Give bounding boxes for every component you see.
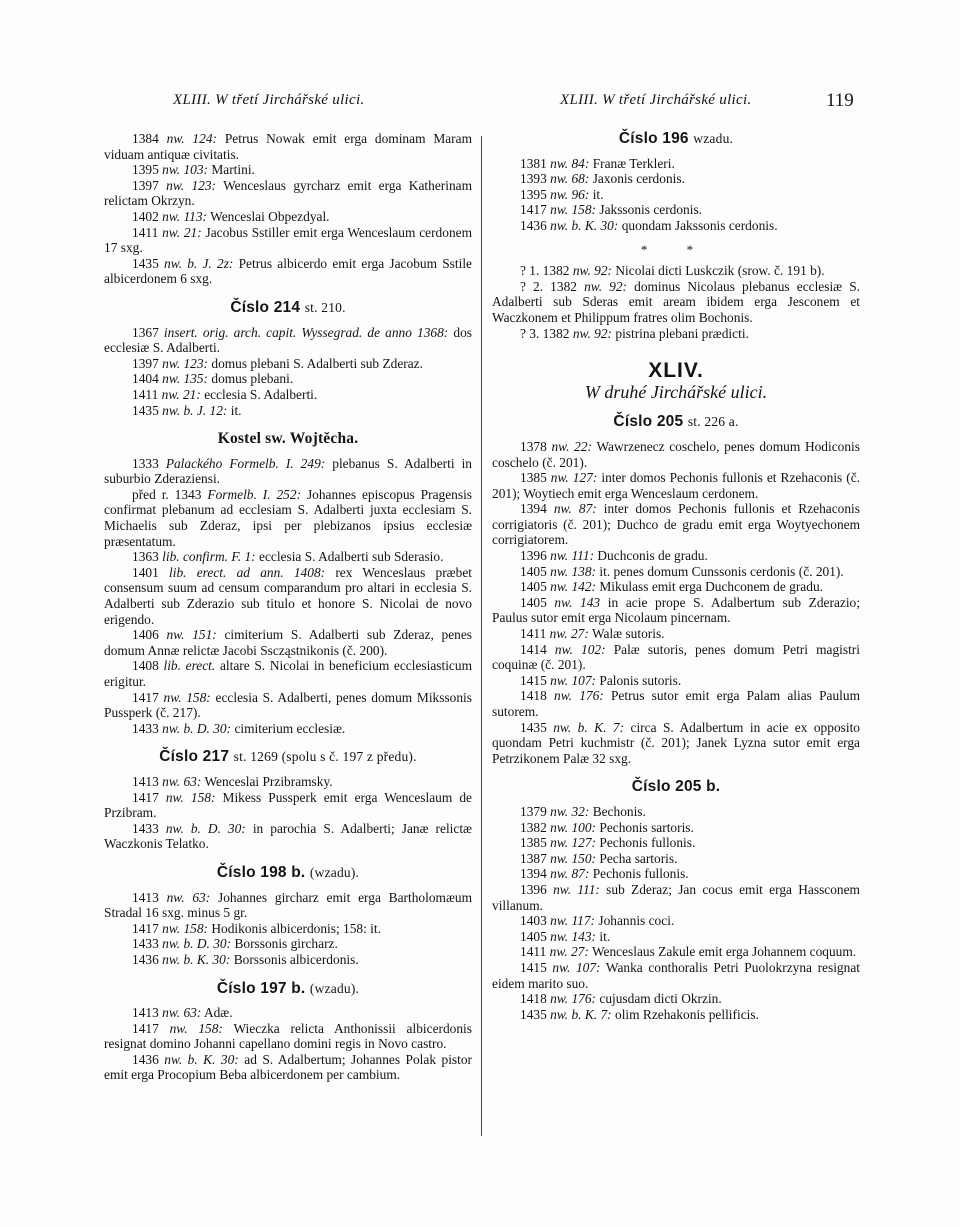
record-entry	[492, 202, 860, 218]
entry-reference: nw. b. K. 30:	[550, 217, 619, 233]
record-entry	[492, 913, 860, 929]
right-column	[492, 131, 860, 1022]
record-entry	[492, 642, 860, 673]
entry-text: plebanus S. Adalberti in suburbio Zderaziensi.	[104, 455, 472, 487]
entry-year: 1401	[132, 564, 159, 580]
entry-year: 1411	[132, 224, 159, 240]
section-heading-suffix: st. 226 a.	[687, 414, 739, 430]
entry-text: inter domos Pechonis fullonis et Rzehaconis corrigiatoris (č. 201); Duchco de gradu emit erga Woytyechonem corrigiatorem.	[492, 501, 860, 548]
entry-year: 1435	[132, 402, 159, 418]
section-heading-suffix: (wzadu).	[309, 864, 360, 880]
record-entry	[104, 162, 472, 178]
entry-reference: nw. 107:	[550, 672, 597, 688]
column-divider	[481, 136, 482, 1136]
entry-text: it.	[592, 186, 604, 202]
entry-reference: nw. 143:	[550, 928, 597, 944]
entry-text: Adæ.	[203, 1005, 233, 1021]
entry-year: 1396	[520, 881, 547, 897]
entry-text: olim Rzehakonis pellificis.	[615, 1006, 759, 1022]
entry-reference: nw. 158:	[550, 202, 597, 218]
section-heading-suffix: st. 1269 (spolu s č. 197 z předu).	[233, 749, 417, 765]
entry-text: dos ecclesiæ S. Adalberti.	[104, 324, 472, 356]
section-heading	[104, 749, 472, 765]
entry-reference: nw. 150:	[550, 850, 597, 866]
record-entry	[104, 921, 472, 937]
record-entry	[492, 156, 860, 172]
entry-reference: nw. 113:	[162, 208, 208, 224]
entry-text: Borssonis albicerdonis.	[233, 951, 359, 967]
record-entry	[492, 279, 860, 326]
entry-text: Mikess Pussperk emit erga Wenceslaum de Przibram.	[104, 789, 472, 821]
entry-text: Nicolai dicti Luskczik (srow. č. 191 b).	[615, 263, 825, 279]
record-entry	[492, 326, 860, 342]
record-entry	[104, 456, 472, 487]
entry-reference: nw. 27:	[549, 626, 589, 642]
entry-year: 1404	[132, 371, 159, 387]
entry-text: Wenceslai Przibramsky.	[204, 773, 333, 789]
record-entry	[104, 890, 472, 921]
section-heading-title: Kostel sw. Wojtěcha.	[217, 430, 359, 448]
entry-reference: nw. 22:	[551, 438, 593, 454]
entry-year: 1436	[520, 217, 547, 233]
section-heading	[492, 779, 860, 795]
record-entry	[104, 952, 472, 968]
entry-text: ad S. Adalbertum; Johannes Polak pistor emit erga Procopium Beba albicerdonem per cambium.	[104, 1051, 472, 1083]
entry-reference: nw. 123:	[166, 177, 216, 193]
entry-reference: nw. 158:	[163, 689, 211, 705]
entry-year: 1403	[520, 913, 547, 929]
entry-reference: nw. 32:	[550, 803, 590, 819]
entry-reference: nw. b. K. 7:	[553, 719, 625, 735]
entry-year: 1417	[520, 202, 547, 218]
entry-reference: nw. b. D. 30:	[162, 936, 232, 952]
record-entry	[104, 774, 472, 790]
section-heading-title: Číslo 197 b.	[216, 979, 306, 997]
entry-text: domus plebani.	[211, 371, 294, 387]
entry-reference: nw. 92:	[584, 278, 628, 294]
left-column	[104, 131, 472, 1083]
record-entry	[492, 564, 860, 580]
entry-reference: nw. 127:	[550, 470, 598, 486]
entry-year: 1397	[132, 177, 159, 193]
entry-year: před r. 1343	[132, 486, 202, 502]
section-heading-title: Číslo 205 b.	[631, 778, 721, 796]
entry-text: Petrus albicerdo emit erga Jacobum Sstile albicerdonem 6 sxg.	[104, 255, 472, 287]
record-entry	[104, 256, 472, 287]
entry-year: 1333	[132, 455, 159, 471]
entry-year: 1436	[132, 951, 159, 967]
entry-year: 1378	[520, 438, 547, 454]
entry-text: dominus Nicolaus plebanus ecclesiæ S. Adalberti sub Sderas emit aream ibidem erga Jesconem et Waczkonem et Philippum fratres olim Bochonis.	[492, 278, 860, 325]
record-entry	[492, 579, 860, 595]
entry-year: 1387	[520, 850, 547, 866]
record-entry	[104, 721, 472, 737]
record-entry	[492, 866, 860, 882]
entry-reference: nw. 100:	[550, 819, 597, 835]
entry-text: domus plebani S. Adalberti sub Zderaz.	[211, 355, 423, 371]
entry-year: 1382	[520, 819, 547, 835]
entry-year: 1379	[520, 803, 547, 819]
entry-reference: nw. 92:	[572, 263, 613, 279]
entry-year: 1411	[132, 386, 159, 402]
record-entry	[104, 1052, 472, 1083]
entry-year: 1396	[520, 548, 547, 564]
page-number: 119	[826, 90, 854, 111]
entry-year: 1385	[520, 470, 547, 486]
entry-year: 1433	[132, 936, 159, 952]
chapter-number: XLIV.	[648, 359, 704, 383]
entry-reference: nw. 63:	[162, 773, 202, 789]
entry-reference: nw. 158:	[165, 789, 216, 805]
record-entry	[104, 371, 472, 387]
record-entry	[104, 325, 472, 356]
entry-year: 1414	[520, 641, 547, 657]
entry-text: Jacobus Sstiller emit erga Wenceslaum cerdonem 17 sxg.	[104, 224, 472, 256]
entry-year: 1417	[132, 920, 159, 936]
record-entry	[492, 851, 860, 867]
entry-reference: nw. 143	[554, 594, 601, 610]
section-separator: * *	[640, 241, 712, 257]
entry-year: 1402	[132, 208, 159, 224]
section-heading-title: Číslo 205	[613, 413, 684, 431]
section-heading	[492, 414, 860, 430]
entry-text: rex Wenceslaus præbet consensum suum ad censum comparandum pro altari in ecclesia S. Adalberti sub Zderazio sub titulo et honore S. Nicolai de novo erigendo.	[104, 564, 472, 627]
entry-year: 1405	[520, 563, 547, 579]
entry-text: Jakssonis cerdonis.	[599, 202, 703, 218]
record-entry	[492, 929, 860, 945]
entry-year: 1418	[520, 991, 547, 1007]
chapter-title: W druhé Jirchářské ulici.	[584, 381, 768, 402]
record-entry	[492, 439, 860, 470]
entry-year: 1415	[520, 959, 547, 975]
entry-reference: nw. 124:	[166, 131, 217, 146]
entry-year: 1433	[132, 820, 159, 836]
entry-text: circa S. Adalbertum in acie ex opposito quondam Petri kuchmistr (č. 201); Janek Lyzna sutor emit erga Petrzikonem Palæ 32 sxg.	[492, 719, 860, 766]
entry-text: altare S. Nicolai in beneficium ecclesiasticum erigitur.	[104, 658, 472, 689]
record-entry	[104, 936, 472, 952]
entry-reference: nw. 176:	[554, 688, 604, 704]
entry-reference: nw. 111:	[553, 881, 600, 897]
section-heading-title: Číslo 196	[618, 130, 689, 147]
record-entry	[104, 209, 472, 225]
section-heading-title: Číslo 214	[230, 298, 301, 316]
entry-reference: insert. orig. arch. capit. Wyssegrad. de anno 1368:	[163, 324, 449, 340]
entry-text: in parochia S. Adalberti; Janæ relictæ Waczkonis Telatko.	[104, 820, 472, 852]
entry-text: sub Zderaz; Jan cocus emit erga Hassconem villanum.	[492, 881, 860, 913]
section-heading	[104, 300, 472, 316]
entry-reference: nw. 151:	[166, 627, 217, 643]
entry-reference: nw. 87:	[553, 501, 597, 517]
section-heading	[104, 981, 472, 997]
entry-text: Pechonis fullonis.	[592, 866, 689, 882]
entry-text: Martini.	[211, 162, 255, 178]
entry-year: 1384	[132, 131, 159, 146]
record-entry	[104, 225, 472, 256]
section-heading	[104, 865, 472, 881]
entry-reference: nw. 135:	[162, 371, 209, 387]
entry-reference: nw. 96:	[550, 186, 590, 202]
record-entry	[104, 1005, 472, 1021]
record-entry	[492, 673, 860, 689]
entry-text: Wenceslai Obpezdyal.	[210, 208, 330, 224]
entry-reference: nw. b. K. 30:	[162, 951, 231, 967]
entry-year: 1405	[520, 579, 547, 595]
entry-year: 1406	[132, 627, 159, 643]
entry-year: 1394	[520, 866, 547, 882]
record-entry	[492, 944, 860, 960]
entry-year: 1397	[132, 355, 159, 371]
entry-text: Johannes episcopus Pragensis confirmat plebanum ad ecclesiam S. Adalberti juxta ecclesiam S. Michaelis sub Zderaz, ipsi per plebizanos ipsius ecclesiæ præsentatum.	[104, 486, 472, 549]
entry-text: cimiterium ecclesiæ.	[234, 720, 346, 736]
entry-text: Pechonis sartoris.	[599, 819, 694, 835]
entry-text: Johannes gircharz emit erga Bartholomæum Stradal 16 sxg. minus 5 gr.	[104, 889, 472, 921]
entry-text: Walæ sutoris.	[591, 626, 665, 642]
entry-text: Palæ sutoris, penes domum Petri magistri coquinæ (č. 201).	[492, 641, 860, 673]
entry-year: 1381	[520, 155, 547, 171]
entry-reference: lib. erect.	[163, 658, 216, 674]
record-entry	[104, 627, 472, 658]
entry-text: Duchconis de gradu.	[597, 548, 708, 564]
entry-reference: nw. b. K. 7:	[550, 1006, 612, 1022]
entry-year: 1408	[132, 658, 159, 674]
entry-text: it.	[230, 402, 242, 418]
entry-text: cimiterium S. Adalberti sub Zderaz, penes domum Annæ relictæ Jacobi Sscząstnikonis (č. 200).	[104, 627, 473, 658]
entry-reference: nw. 127:	[550, 835, 597, 851]
record-entry	[492, 804, 860, 820]
entry-reference: nw. 21:	[162, 224, 202, 240]
entry-year: 1417	[132, 1020, 159, 1036]
entry-reference: nw. b. J. 2z:	[164, 255, 234, 271]
entry-year: 1435	[132, 255, 159, 271]
running-head-right: XLIII. W třetí Jirchářské ulici.	[560, 92, 752, 108]
running-head-left: XLIII. W třetí Jirchářské ulici.	[173, 92, 365, 108]
entry-reference: nw. 117:	[550, 913, 596, 929]
entry-text: Bechonis.	[592, 803, 646, 819]
entry-year: ? 3. 1382	[520, 325, 570, 341]
entry-text: in acie prope S. Adalbertum sub Zderazio; Paulus sutor emit erga Nicolaum pincernam.	[492, 594, 860, 626]
entry-year: 1411	[520, 944, 547, 960]
entry-reference: nw. 158:	[169, 1020, 223, 1036]
entry-year: 1435	[520, 719, 547, 735]
record-entry	[104, 403, 472, 419]
entry-year: 1417	[132, 689, 159, 705]
record-entry	[492, 171, 860, 187]
entry-text: Franæ Terkleri.	[592, 155, 675, 171]
record-entry	[104, 487, 472, 549]
entry-text: Wenceslaus gyrcharz emit erga Katherinam relictam Okrzyn.	[104, 177, 472, 209]
entry-text: quondam Jakssonis cerdonis.	[621, 217, 778, 233]
entry-text: ecclesia S. Adalberti.	[204, 386, 318, 402]
record-entry	[104, 790, 472, 821]
entry-reference: nw. 84:	[550, 155, 590, 171]
record-entry	[492, 187, 860, 203]
record-entry	[104, 549, 472, 565]
section-heading-title: Číslo 217	[159, 748, 230, 766]
record-entry	[104, 178, 472, 209]
record-entry	[492, 1007, 860, 1023]
entry-reference: nw. 142:	[550, 579, 597, 595]
entry-text: Petrus sutor emit erga Palam alias Paulum sutorem.	[492, 688, 860, 719]
entry-reference: lib. confirm. F. 1:	[162, 549, 256, 565]
section-heading	[104, 431, 472, 447]
entry-reference: nw. 107:	[552, 959, 601, 975]
entry-reference: nw. b. K. 30:	[164, 1051, 239, 1067]
entry-text: Johannis coci.	[598, 913, 675, 929]
entry-text: Pecha sartoris.	[599, 850, 678, 866]
record-entry	[104, 658, 472, 689]
entry-text: Wawrzenecz coschelo, penes domum Hodiconis coschelo (č. 201).	[492, 438, 860, 470]
record-entry	[492, 501, 860, 548]
entry-text: Petrus Nowak emit erga dominam Maram viduam antiquæ civitatis.	[104, 131, 472, 162]
entry-text: Hodikonis albicerdonis; 158: it.	[211, 920, 381, 936]
entry-year: 1418	[520, 688, 547, 704]
entry-reference: nw. 87:	[550, 866, 590, 882]
entry-reference: nw. b. D. 30:	[162, 720, 232, 736]
entry-year: 1436	[132, 1051, 159, 1067]
entry-text: pistrina plebani prædicti.	[615, 325, 749, 341]
entry-reference: nw. b. D. 30:	[165, 820, 246, 836]
entry-year: 1395	[520, 186, 547, 202]
section-heading-title: Číslo 198 b.	[216, 863, 306, 881]
record-entry	[492, 218, 860, 234]
entry-reference: nw. 68:	[550, 171, 590, 187]
entry-text: Pechonis fullonis.	[599, 835, 696, 851]
entry-reference: nw. 102:	[554, 641, 606, 657]
entry-reference: nw. 63:	[162, 1005, 202, 1021]
entry-reference: nw. 27:	[549, 944, 589, 960]
entry-year: 1395	[132, 162, 159, 178]
record-entry	[104, 821, 472, 852]
entry-year: 1417	[132, 789, 159, 805]
entry-year: 1393	[520, 171, 547, 187]
entry-text: Wanka conthoralis Petri Puolokrzyna resignat eidem marito suo.	[492, 959, 860, 991]
entry-year: 1385	[520, 835, 547, 851]
record-entry	[492, 626, 860, 642]
record-entry	[492, 688, 860, 719]
record-entry	[104, 356, 472, 372]
entry-reference: nw. 158:	[162, 920, 209, 936]
record-entry	[492, 835, 860, 851]
entry-text: ecclesia S. Adalberti sub Sderasio.	[259, 549, 444, 565]
entry-reference: nw. b. J. 12:	[162, 402, 228, 418]
entry-year: 1363	[132, 549, 159, 565]
record-entry	[492, 548, 860, 564]
section-heading-suffix: (wzadu).	[309, 980, 360, 996]
entry-reference: nw. 176:	[550, 991, 597, 1007]
section-heading-suffix: st. 210.	[304, 299, 346, 315]
record-entry	[104, 1021, 472, 1052]
entry-text: Jaxonis cerdonis.	[592, 171, 685, 187]
entry-year: 1435	[520, 1006, 547, 1022]
entry-year: 1405	[520, 928, 547, 944]
entry-reference: nw. 123:	[162, 355, 209, 371]
entry-reference: nw. 92:	[572, 325, 613, 341]
entry-text: Mikulass emit erga Duchconem de gradu.	[599, 579, 823, 595]
record-entry	[492, 991, 860, 1007]
record-entry	[104, 565, 472, 627]
record-entry	[104, 690, 472, 721]
entry-text: Wieczka relicta Anthonissii albicerdonis resignat domino Johanni capellano domini regis in Novo castro.	[104, 1020, 472, 1052]
entry-text: it.	[599, 928, 611, 944]
record-entry	[492, 882, 860, 913]
record-entry	[492, 595, 860, 626]
entry-reference: lib. erect. ad ann. 1408:	[169, 564, 326, 580]
record-entry	[492, 960, 860, 991]
section-heading-suffix: wzadu.	[693, 131, 734, 146]
entry-reference: nw. 63:	[166, 889, 211, 905]
entry-text: Borssonis gircharz.	[234, 936, 338, 952]
entry-reference: Palackého Formelb. I. 249:	[165, 455, 326, 471]
entry-text: ecclesia S. Adalberti, penes domum Mikssonis Pussperk (č. 217).	[104, 689, 472, 721]
record-entry	[492, 720, 860, 767]
entry-year: 1433	[132, 720, 159, 736]
entry-reference: Formelb. I. 252:	[207, 486, 302, 502]
entry-year: 1413	[132, 773, 159, 789]
entry-year: 1411	[520, 626, 547, 642]
entry-year: 1394	[520, 501, 547, 517]
entry-year: 1415	[520, 672, 547, 688]
record-entry	[492, 263, 860, 279]
entry-year: 1405	[520, 594, 547, 610]
entry-year: 1413	[132, 1005, 159, 1021]
entry-reference: nw. 138:	[550, 563, 597, 579]
record-entry	[492, 820, 860, 836]
record-entry	[492, 470, 860, 501]
entry-year: 1413	[132, 889, 159, 905]
entry-year: ? 2. 1382	[520, 278, 577, 294]
entry-text: it. penes domum Cunssonis cerdonis (č. 201).	[599, 563, 844, 579]
record-entry	[104, 131, 472, 162]
record-entry	[104, 387, 472, 403]
entry-reference: nw. 103:	[162, 162, 209, 178]
entry-text: cujusdam dicti Okrzin.	[599, 991, 722, 1007]
entry-reference: nw. 111:	[550, 548, 595, 564]
entry-year: 1367	[132, 324, 159, 340]
entry-text: inter domos Pechonis fullonis et Rzehaconis (č. 201); Woytiech emit erga Wenceslaum cerdonem.	[492, 470, 861, 501]
entry-text: Palonis sutoris.	[599, 672, 682, 688]
entry-year: ? 1. 1382	[520, 263, 570, 279]
section-heading	[492, 131, 860, 147]
entry-text: Wenceslaus Zakule emit erga Johannem coquum.	[591, 944, 857, 960]
entry-reference: nw. 21:	[161, 386, 201, 402]
